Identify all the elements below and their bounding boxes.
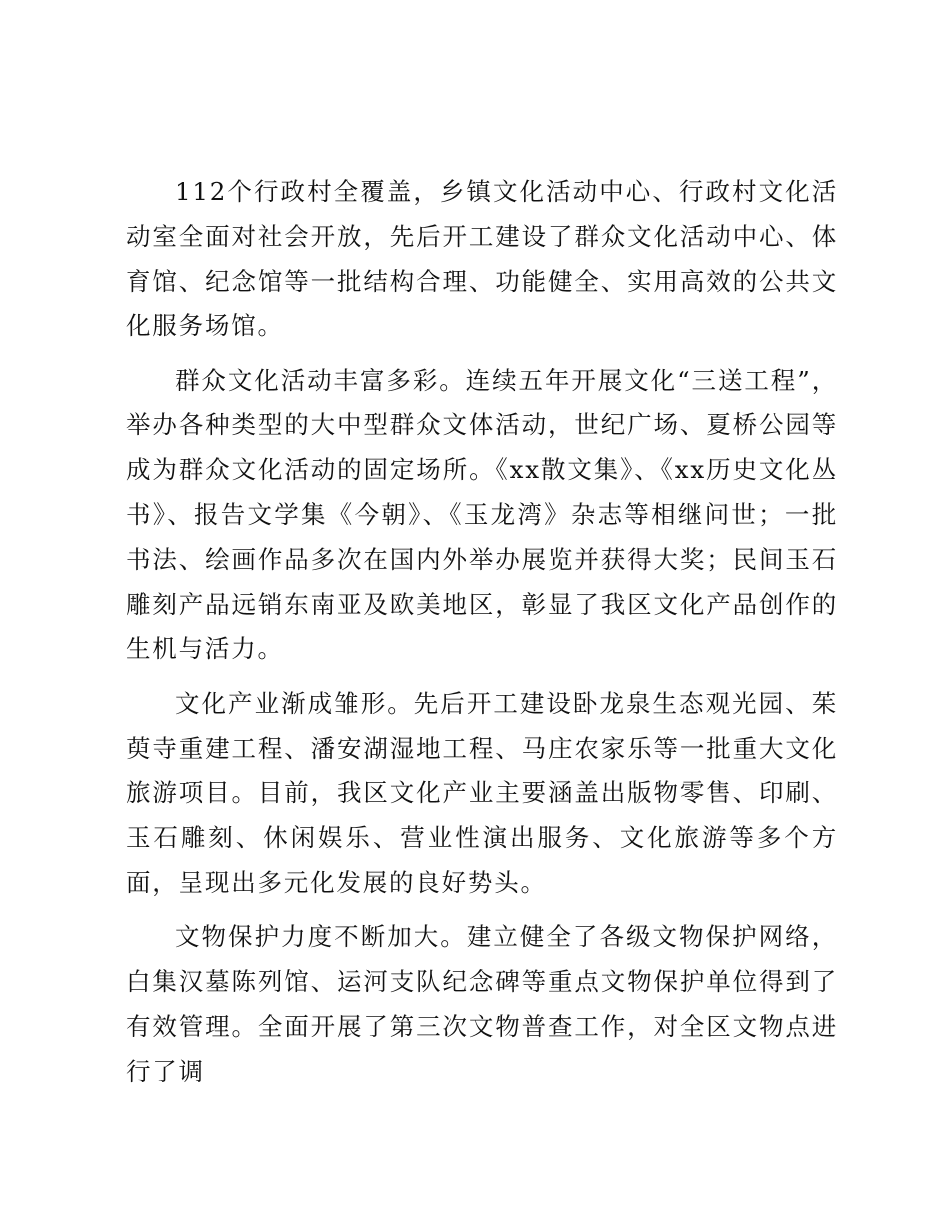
document-page — [126, 170, 838, 1104]
paragraph-cultural-industry: 文化产业渐成雏形。先后开工建设卧龙泉生态观光园、茱萸寺重建工程、潘安湖湿地工程、马庄农家乐等一批重大文化旅游项目。目前，我区文化产业主要涵盖出版物零售、印刷、玉石雕刻、休闲娱乐、营业性演出服务、文化旅游等多个方面，呈现出多元化发展的良好势头。 — [126, 688, 838, 897]
paragraph-heritage-protection: 文物保护力度不断加大。建立健全了各级文物保护网络，白集汉墓陈列馆、运河支队纪念碑等重点文物保护单位得到了有效管理。全面开展了第三次文物普查工作，对全区文物点进行了调 — [126, 922, 838, 1086]
paragraph-mass-culture: 群众文化活动丰富多彩。连续五年开展文化“三送工程”，举办各种类型的大中型群众文体活动，世纪广场、夏桥公园等成为群众文化活动的固定场所。《xx散文集》、《xx历史文化丛书》、报告文学集《今朝》、《玉龙湾》杂志等相继问世；一批书法、绘画作品多次在国内外举办展览并获得大奖；民间玉石雕刻产品远销东南亚及欧美地区，彰显了我区文化产品创作的生机与活力。 — [126, 365, 838, 664]
paragraph-village-coverage: 112个行政村全覆盖，乡镇文化活动中心、行政村文化活动室全面对社会开放，先后开工建设了群众文化活动中心、体育馆、纪念馆等一批结构合理、功能健全、实用高效的公共文化服务场馆。 — [126, 177, 838, 341]
